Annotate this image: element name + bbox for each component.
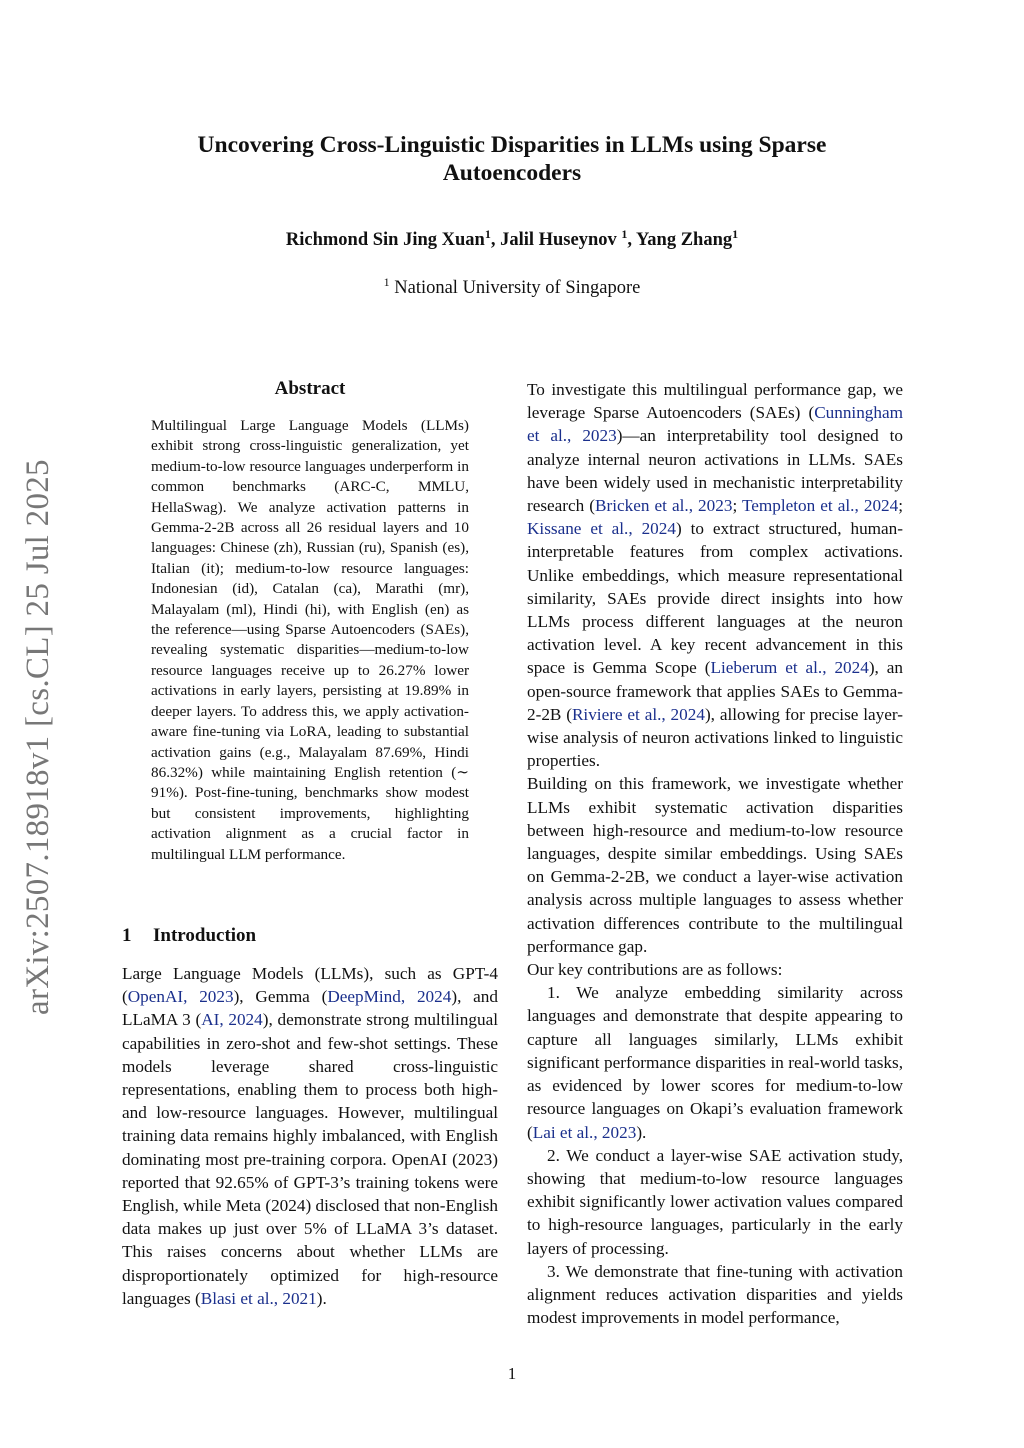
citation-link[interactable]: Lai et al., 2023	[532, 1122, 637, 1142]
author-name: Jalil Huseynov	[500, 230, 622, 250]
paragraph	[527, 378, 903, 772]
arxiv-identifier: arXiv:2507.18918v1 [cs.CL] 25 Jul 2025	[20, 459, 56, 1015]
affiliation-name: National University of Singapore	[389, 278, 641, 298]
paragraph-text: ), allowing for precise layer-wise analysis of neuron activations linked to linguistic properties.	[527, 704, 903, 771]
title-line-2: Autoencoders	[442, 160, 582, 186]
paragraph-text: ), demonstrate strong multilingual capabilities in zero-shot and few-shot settings. These models leverage shared cross-linguistic representations, enabling them to process both high- and low-resource languages. However, multilingual training data remains highly imbalanced, with English dominating most pre-training corpora. OpenAI (2023) reported that 92.65% of GPT-3’s training tokens were English, while Meta (2024) disclosed that non-English data makes up just over 5% of LLaMA 3’s dataset. This raises concerns about whether LLMs are disproportionately optimized for high-resource languages (	[122, 1010, 498, 1308]
author-name: Yang Zhang	[635, 230, 733, 250]
author-affiliation-mark: 1	[621, 226, 628, 241]
paragraph-text: ), and LLaMA 3 (	[122, 987, 498, 1030]
paragraph-text: 1. We analyze embedding similarity across languages and demonstrate that despite appearing to capture all languages similarly, LLMs exhibit significant performance disparities in real-world tasks, as evidenced by lower scores for medium-to-low resource languages on Okapi’s evaluation framework (	[527, 983, 903, 1142]
citation-link[interactable]: AI, 2024	[201, 1010, 263, 1030]
page-number: 1	[507, 1364, 517, 1383]
paragraph-text: 2. We conduct a layer-wise SAE activation study, showing that medium-to-low resource languages exhibit significantly lower activation values compared to high-resource languages, particularly in the early layers of processing.	[527, 1145, 903, 1258]
paragraph-text: ).	[316, 1288, 327, 1308]
paragraph-text: ;	[898, 496, 904, 516]
paragraph	[122, 962, 498, 1310]
title-line-1: Uncovering Cross-Linguistic Disparities in LLMs using Sparse	[197, 132, 827, 158]
author-affiliation-mark: 1	[732, 226, 739, 241]
citation-link[interactable]: Kissane et al., 2024	[527, 519, 676, 539]
abstract-text: Multilingual Large Language Models (LLMs) exhibit strong cross-linguistic generalization, yet medium-to-low resource languages underperform in common benchmarks (ARC-C, MMLU, HellaSwag). We analyze activation patterns in Gemma-2-2B across all 26 residual layers and 10 languages: Chinese (zh), Russian (ru), Spanish (es), Italian (it); medium-to-low resource languages: Indonesian (id), Catalan (ca), Marathi (mr), Malayalam (ml), Hindi (hi), with English (en) as the reference—using Sparse Autoencoders (SAEs), revealing systematic disparities—medium-to-low resource languages receive up to 26.27% lower activations in early layers, persisting at 19.89% in deeper layers. To address this, we apply activation-aware fine-tuning via LoRA, leading to substantial activation gains (e.g., Malayalam 87.69%, Hindi 86.32%) while maintaining English retention (∼ 91%). Post-fine-tuning, benchmarks show modest but consistent improvements, highlighting activation alignment as a crucial factor in multilingual LLM performance.	[151, 417, 469, 863]
citation-link[interactable]: Cunningham et al., 2023	[527, 403, 903, 446]
citation-link[interactable]: Lieberum et al., 2024	[710, 658, 869, 678]
citation-link[interactable]: Bricken et al., 2023	[595, 496, 733, 516]
abstract-heading: Abstract	[274, 378, 346, 399]
citation-link[interactable]: Riviere et al., 2024	[571, 704, 705, 724]
right-column	[527, 378, 903, 1329]
affiliation-mark: 1	[383, 274, 390, 289]
paragraph-text: ) to extract structured, human-interpretable features from complex activations. Unlike embeddings, which measure representational similarity, SAEs provide direct insights into how LLMs process different languages at the neuron activation level. A key recent advancement in this space is Gemma Scope (	[527, 519, 903, 678]
paragraph-text: 3. We demonstrate that fine-tuning with activation alignment reduces activation disparities and yields modest improvements in model performance,	[527, 1261, 903, 1328]
author-separator: ,	[627, 230, 636, 250]
author-list	[150, 226, 874, 251]
paragraph-text: ).	[636, 1122, 647, 1142]
affiliation	[150, 274, 874, 299]
section-title: Introduction	[153, 925, 257, 946]
left-column	[122, 962, 498, 1310]
paragraph	[527, 772, 903, 958]
paragraph-text: )—an interpretability tool designed to analyze internal neuron activations in LLMs. SAEs have been widely used in mechanistic interpretability research (	[527, 426, 903, 516]
author-affiliation-mark: 1	[484, 226, 491, 241]
paragraph-text: Building on this framework, we investigate whether LLMs exhibit systematic activation disparities between high-resource and medium-to-low resource languages, despite similar embeddings. Using SAEs on Gemma-2-2B, we conduct a layer-wise activation analysis across multiple languages to assess whether activation differences contribute to the multilingual performance gap.	[527, 774, 903, 956]
list-item	[527, 981, 903, 1143]
paper-title	[150, 131, 874, 187]
section-number: 1	[122, 925, 132, 946]
paragraph-text: Our key contributions are as follows:	[527, 960, 783, 980]
list-item	[527, 1260, 903, 1330]
list-item	[527, 1144, 903, 1260]
paragraph-text: ), Gemma (	[233, 987, 328, 1007]
paragraph-text: ), an open-source framework that applies SAEs to Gemma-2-2B (	[527, 658, 903, 724]
paragraph	[527, 958, 903, 981]
section-heading	[122, 925, 502, 947]
paragraph-text: ;	[732, 496, 742, 516]
citation-link[interactable]: OpenAI, 2023	[127, 987, 234, 1007]
author-name: Richmond Sin Jing Xuan	[285, 230, 485, 250]
paragraph-text: Large Language Models (LLMs), such as GPT-4 (	[122, 964, 498, 1007]
citation-link[interactable]: DeepMind, 2024	[327, 987, 452, 1007]
author-separator: ,	[490, 230, 501, 250]
citation-link[interactable]: Templeton et al., 2024	[741, 496, 899, 516]
citation-link[interactable]: Blasi et al., 2021	[200, 1288, 317, 1308]
paragraph-text: To investigate this multilingual performance gap, we leverage Sparse Autoencoders (SAEs) (	[527, 380, 903, 423]
